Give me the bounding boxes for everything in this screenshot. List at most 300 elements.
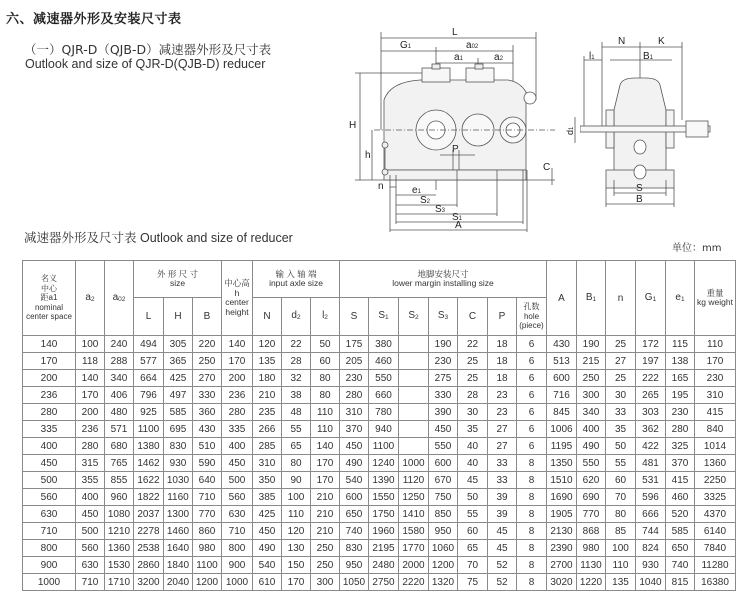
subtitle-english: Outlook and size of QJR-D(QJB-D) reducer xyxy=(25,57,266,71)
cell-P: 33 xyxy=(488,472,517,489)
dim-label-S: S xyxy=(636,183,643,194)
cell-a2: 170 xyxy=(76,387,105,404)
header-d2: $d_2$ xyxy=(282,298,311,336)
cell-C: 40 xyxy=(458,455,488,472)
header-install-group: 地脚安装尺寸 lower margin installing size xyxy=(340,261,547,298)
cell-a2: 630 xyxy=(76,557,105,574)
subtitle-chinese: （一）QJR-D（QJB-D）减速器外形及尺寸表 xyxy=(24,42,272,57)
cell-C: 70 xyxy=(458,557,488,574)
cell-n: 110 xyxy=(606,557,636,574)
dim-label-N: N xyxy=(618,36,626,47)
cell-h: 200 xyxy=(222,370,253,387)
cell-S: 950 xyxy=(340,557,369,574)
cell-P: 18 xyxy=(488,336,517,353)
table-row xyxy=(23,472,736,489)
cell-a1: 236 xyxy=(23,387,76,404)
cell-holes: 8 xyxy=(517,455,547,472)
cell-a1: 560 xyxy=(23,489,76,506)
header-L: L xyxy=(134,298,164,336)
dim-label-a1: a1 xyxy=(454,52,463,63)
cell-L: 2538 xyxy=(134,540,164,557)
cell-L: 2037 xyxy=(134,506,164,523)
cell-l2: 50 xyxy=(311,336,340,353)
dim-label-B: B xyxy=(636,194,643,205)
cell-l2: 80 xyxy=(311,370,340,387)
table-row xyxy=(23,506,736,523)
cell-S1: 1960 xyxy=(369,523,399,540)
cell-A: 3020 xyxy=(547,574,577,591)
cell-holes: 8 xyxy=(517,574,547,591)
cell-weight: 310 xyxy=(695,387,736,404)
cell-P: 27 xyxy=(488,438,517,455)
cell-a02: 480 xyxy=(105,404,134,421)
cell-N: 310 xyxy=(253,455,282,472)
cell-e1: 815 xyxy=(666,574,695,591)
cell-l2: 210 xyxy=(311,523,340,540)
cell-d2: 28 xyxy=(282,353,311,370)
cell-weight: 230 xyxy=(695,370,736,387)
cell-L: 1462 xyxy=(134,455,164,472)
dim-label-K: K xyxy=(658,36,665,47)
cell-h: 140 xyxy=(222,336,253,353)
cell-n: 55 xyxy=(606,455,636,472)
cell-B1: 215 xyxy=(577,353,606,370)
reducer-dimension-table xyxy=(22,260,736,591)
cell-N: 235 xyxy=(253,404,282,421)
cell-S2: 1580 xyxy=(399,523,429,540)
table-row xyxy=(23,523,736,540)
cell-B1: 1130 xyxy=(577,557,606,574)
cell-G1: 1040 xyxy=(636,574,666,591)
cell-N: 385 xyxy=(253,489,282,506)
cell-N: 540 xyxy=(253,557,282,574)
cell-h: 800 xyxy=(222,540,253,557)
cell-h: 170 xyxy=(222,353,253,370)
cell-N: 120 xyxy=(253,336,282,353)
cell-S: 1050 xyxy=(340,574,369,591)
cell-S: 490 xyxy=(340,455,369,472)
dim-label-a02: a02 xyxy=(466,40,479,51)
cell-l2: 210 xyxy=(311,506,340,523)
cell-weight: 3325 xyxy=(695,489,736,506)
table-row xyxy=(23,489,736,506)
cell-B: 330 xyxy=(193,387,222,404)
cell-a2: 315 xyxy=(76,455,105,472)
cell-e1: 138 xyxy=(666,353,695,370)
cell-G1: 362 xyxy=(636,421,666,438)
cell-B: 510 xyxy=(193,438,222,455)
svg-text:d1: d1 xyxy=(565,126,575,135)
reducer-front-view-diagram xyxy=(340,20,565,235)
cell-a02: 1360 xyxy=(105,540,134,557)
cell-P: 33 xyxy=(488,455,517,472)
header-S3: $S_3$ xyxy=(429,298,458,336)
cell-H: 365 xyxy=(164,353,193,370)
cell-B1: 340 xyxy=(577,404,606,421)
cell-a02: 1530 xyxy=(105,557,134,574)
cell-B: 640 xyxy=(193,472,222,489)
header-size-group: 外 形 尺 寸 size xyxy=(134,261,222,298)
cell-A: 2390 xyxy=(547,540,577,557)
cell-S2 xyxy=(399,353,429,370)
cell-e1: 520 xyxy=(666,506,695,523)
dim-label-C: C xyxy=(543,162,551,173)
cell-S2: 2000 xyxy=(399,557,429,574)
cell-B1: 770 xyxy=(577,506,606,523)
cell-l2: 60 xyxy=(311,353,340,370)
cell-S2: 2220 xyxy=(399,574,429,591)
cell-H: 1640 xyxy=(164,540,193,557)
cell-B: 1200 xyxy=(193,574,222,591)
cell-a02: 1710 xyxy=(105,574,134,591)
cell-S2: 1120 xyxy=(399,472,429,489)
cell-A: 1510 xyxy=(547,472,577,489)
cell-P: 39 xyxy=(488,489,517,506)
cell-holes: 6 xyxy=(517,404,547,421)
header-H: H xyxy=(164,298,193,336)
cell-S2 xyxy=(399,421,429,438)
cell-S3: 750 xyxy=(429,489,458,506)
cell-H: 1460 xyxy=(164,523,193,540)
dim-label-B1: B1 xyxy=(643,51,654,62)
cell-L: 494 xyxy=(134,336,164,353)
cell-S1: 660 xyxy=(369,387,399,404)
cell-l2: 300 xyxy=(311,574,340,591)
table-row xyxy=(23,455,736,472)
cell-L: 577 xyxy=(134,353,164,370)
cell-B: 860 xyxy=(193,523,222,540)
cell-a1: 900 xyxy=(23,557,76,574)
cell-G1: 666 xyxy=(636,506,666,523)
cell-H: 695 xyxy=(164,421,193,438)
cell-h: 1000 xyxy=(222,574,253,591)
cell-A: 430 xyxy=(547,336,577,353)
table-row xyxy=(23,574,736,591)
cell-B1: 690 xyxy=(577,489,606,506)
cell-weight: 6140 xyxy=(695,523,736,540)
cell-n: 25 xyxy=(606,336,636,353)
cell-H: 1840 xyxy=(164,557,193,574)
cell-S3: 190 xyxy=(429,336,458,353)
cell-h: 500 xyxy=(222,472,253,489)
cell-l2: 250 xyxy=(311,557,340,574)
cell-G1: 422 xyxy=(636,438,666,455)
cell-a02: 340 xyxy=(105,370,134,387)
cell-a2: 236 xyxy=(76,421,105,438)
cell-B1: 400 xyxy=(577,421,606,438)
cell-A: 1690 xyxy=(547,489,577,506)
cell-L: 2860 xyxy=(134,557,164,574)
cell-e1: 230 xyxy=(666,404,695,421)
header-A: A xyxy=(547,261,577,336)
cell-S1: 1240 xyxy=(369,455,399,472)
cell-C: 55 xyxy=(458,506,488,523)
cell-a02: 1210 xyxy=(105,523,134,540)
cell-B: 270 xyxy=(193,370,222,387)
cell-weight: 2250 xyxy=(695,472,736,489)
header-e1: $e_1$ xyxy=(666,261,695,336)
cell-S: 230 xyxy=(340,370,369,387)
header-a2: $a_2$ xyxy=(76,261,105,336)
cell-holes: 8 xyxy=(517,506,547,523)
cell-P: 23 xyxy=(488,404,517,421)
dim-label-n: n xyxy=(378,181,384,192)
cell-weight: 16380 xyxy=(695,574,736,591)
cell-a1: 335 xyxy=(23,421,76,438)
section-title: 六、减速器外形及安装尺寸表 xyxy=(6,12,182,27)
cell-S3: 1200 xyxy=(429,557,458,574)
cell-B: 360 xyxy=(193,404,222,421)
cell-e1: 195 xyxy=(666,387,695,404)
cell-B1: 550 xyxy=(577,455,606,472)
cell-S2: 1770 xyxy=(399,540,429,557)
cell-L: 1380 xyxy=(134,438,164,455)
cell-h: 450 xyxy=(222,455,253,472)
cell-C: 50 xyxy=(458,489,488,506)
cell-C: 35 xyxy=(458,421,488,438)
reducer-side-view-diagram xyxy=(580,30,730,210)
cell-d2: 150 xyxy=(282,557,311,574)
cell-B1: 980 xyxy=(577,540,606,557)
cell-a2: 560 xyxy=(76,540,105,557)
cell-H: 425 xyxy=(164,370,193,387)
cell-l2: 110 xyxy=(311,404,340,421)
cell-d2: 170 xyxy=(282,574,311,591)
cell-holes: 8 xyxy=(517,523,547,540)
cell-d2: 38 xyxy=(282,387,311,404)
cell-S3: 1060 xyxy=(429,540,458,557)
cell-S: 540 xyxy=(340,472,369,489)
cell-A: 1350 xyxy=(547,455,577,472)
cell-a2: 500 xyxy=(76,523,105,540)
header-weight: 重量 kg weight xyxy=(695,261,736,336)
header-S: S xyxy=(340,298,369,336)
cell-H: 2040 xyxy=(164,574,193,591)
cell-P: 45 xyxy=(488,540,517,557)
cell-C: 40 xyxy=(458,438,488,455)
cell-d2: 100 xyxy=(282,489,311,506)
cell-a1: 140 xyxy=(23,336,76,353)
table-body xyxy=(23,336,736,591)
cell-S: 310 xyxy=(340,404,369,421)
cell-C: 75 xyxy=(458,574,488,591)
cell-S1: 380 xyxy=(369,336,399,353)
dim-label-S2: S2 xyxy=(420,195,431,206)
header-P: P xyxy=(488,298,517,336)
cell-a2: 400 xyxy=(76,489,105,506)
cell-L: 1100 xyxy=(134,421,164,438)
header-center-height: 中心高 h center height xyxy=(222,261,253,336)
cell-S2 xyxy=(399,438,429,455)
cell-d2: 80 xyxy=(282,455,311,472)
cell-B: 250 xyxy=(193,353,222,370)
cell-P: 18 xyxy=(488,370,517,387)
cell-weight: 110 xyxy=(695,336,736,353)
cell-S: 370 xyxy=(340,421,369,438)
cell-d2: 48 xyxy=(282,404,311,421)
cell-S1: 550 xyxy=(369,370,399,387)
table-row xyxy=(23,540,736,557)
cell-B: 590 xyxy=(193,455,222,472)
cell-weight: 7840 xyxy=(695,540,736,557)
cell-P: 27 xyxy=(488,421,517,438)
cell-weight: 1360 xyxy=(695,455,736,472)
cell-B: 710 xyxy=(193,489,222,506)
cell-B: 430 xyxy=(193,421,222,438)
cell-P: 52 xyxy=(488,557,517,574)
cell-B1: 620 xyxy=(577,472,606,489)
cell-h: 900 xyxy=(222,557,253,574)
cell-H: 930 xyxy=(164,455,193,472)
dim-label-d1-mark xyxy=(565,115,585,145)
cell-a1: 400 xyxy=(23,438,76,455)
cell-a1: 800 xyxy=(23,540,76,557)
cell-S1: 460 xyxy=(369,353,399,370)
cell-weight: 170 xyxy=(695,353,736,370)
cell-N: 180 xyxy=(253,370,282,387)
cell-B: 980 xyxy=(193,540,222,557)
cell-a02: 855 xyxy=(105,472,134,489)
cell-S3: 330 xyxy=(429,387,458,404)
cell-A: 1195 xyxy=(547,438,577,455)
cell-h: 236 xyxy=(222,387,253,404)
cell-a2: 355 xyxy=(76,472,105,489)
cell-n: 27 xyxy=(606,353,636,370)
dim-label-S1: S1 xyxy=(452,212,463,223)
header-N: N xyxy=(253,298,282,336)
table-row xyxy=(23,557,736,574)
cell-H: 830 xyxy=(164,438,193,455)
cell-P: 39 xyxy=(488,506,517,523)
cell-d2: 110 xyxy=(282,506,311,523)
cell-n: 70 xyxy=(606,489,636,506)
cell-G1: 481 xyxy=(636,455,666,472)
cell-A: 2130 xyxy=(547,523,577,540)
cell-holes: 6 xyxy=(517,353,547,370)
cell-A: 845 xyxy=(547,404,577,421)
cell-l2: 140 xyxy=(311,438,340,455)
cell-a2: 450 xyxy=(76,506,105,523)
cell-n: 100 xyxy=(606,540,636,557)
cell-S: 175 xyxy=(340,336,369,353)
cell-holes: 8 xyxy=(517,472,547,489)
dim-label-G1: G1 xyxy=(400,40,412,51)
cell-n: 80 xyxy=(606,506,636,523)
cell-S3: 850 xyxy=(429,506,458,523)
cell-S: 650 xyxy=(340,506,369,523)
cell-B1: 1220 xyxy=(577,574,606,591)
cell-C: 25 xyxy=(458,370,488,387)
cell-S: 205 xyxy=(340,353,369,370)
cell-weight: 1014 xyxy=(695,438,736,455)
cell-A: 600 xyxy=(547,370,577,387)
cell-a02: 680 xyxy=(105,438,134,455)
cell-h: 560 xyxy=(222,489,253,506)
cell-S2 xyxy=(399,336,429,353)
cell-n: 85 xyxy=(606,523,636,540)
cell-n: 33 xyxy=(606,404,636,421)
cell-S2 xyxy=(399,404,429,421)
cell-N: 490 xyxy=(253,540,282,557)
cell-G1: 197 xyxy=(636,353,666,370)
cell-B1: 868 xyxy=(577,523,606,540)
dim-label-e1: e1 xyxy=(412,185,421,196)
cell-S1: 940 xyxy=(369,421,399,438)
cell-n: 60 xyxy=(606,472,636,489)
cell-S: 740 xyxy=(340,523,369,540)
cell-L: 1622 xyxy=(134,472,164,489)
cell-N: 450 xyxy=(253,523,282,540)
cell-S: 600 xyxy=(340,489,369,506)
cell-H: 585 xyxy=(164,404,193,421)
cell-G1: 303 xyxy=(636,404,666,421)
cell-N: 210 xyxy=(253,387,282,404)
table-caption: 减速器外形及尺寸表 Outlook and size of reducer xyxy=(24,231,293,245)
cell-n: 50 xyxy=(606,438,636,455)
cell-d2: 32 xyxy=(282,370,311,387)
cell-G1: 596 xyxy=(636,489,666,506)
cell-S1: 2195 xyxy=(369,540,399,557)
cell-e1: 165 xyxy=(666,370,695,387)
cell-S2 xyxy=(399,370,429,387)
cell-S1: 780 xyxy=(369,404,399,421)
table-row xyxy=(23,370,736,387)
cell-S1: 1100 xyxy=(369,438,399,455)
header-S2: $S_2$ xyxy=(399,298,429,336)
header-l2: $l_2$ xyxy=(311,298,340,336)
cell-A: 2700 xyxy=(547,557,577,574)
cell-n: 30 xyxy=(606,387,636,404)
cell-N: 610 xyxy=(253,574,282,591)
cell-P: 52 xyxy=(488,574,517,591)
cell-l2: 170 xyxy=(311,455,340,472)
cell-C: 65 xyxy=(458,540,488,557)
cell-L: 925 xyxy=(134,404,164,421)
cell-a02: 406 xyxy=(105,387,134,404)
unit-label: 单位：mm xyxy=(672,243,722,254)
cell-S2: 1250 xyxy=(399,489,429,506)
table-row xyxy=(23,336,736,353)
header-a02: $a_{02}$ xyxy=(105,261,134,336)
cell-A: 1905 xyxy=(547,506,577,523)
dim-label-H: H xyxy=(349,120,357,131)
cell-S: 830 xyxy=(340,540,369,557)
cell-S2: 1410 xyxy=(399,506,429,523)
cell-holes: 6 xyxy=(517,421,547,438)
cell-e1: 280 xyxy=(666,421,695,438)
cell-d2: 22 xyxy=(282,336,311,353)
cell-C: 25 xyxy=(458,353,488,370)
cell-B1: 300 xyxy=(577,387,606,404)
cell-holes: 8 xyxy=(517,557,547,574)
cell-h: 335 xyxy=(222,421,253,438)
cell-l2: 210 xyxy=(311,489,340,506)
cell-S3: 550 xyxy=(429,438,458,455)
cell-l2: 80 xyxy=(311,387,340,404)
cell-d2: 55 xyxy=(282,421,311,438)
cell-a2: 710 xyxy=(76,574,105,591)
cell-weight: 4370 xyxy=(695,506,736,523)
table-row xyxy=(23,387,736,404)
dim-label-P: P xyxy=(452,144,459,155)
dim-label-a2: a2 xyxy=(494,52,503,63)
table-row xyxy=(23,404,736,421)
cell-P: 45 xyxy=(488,523,517,540)
table-row xyxy=(23,438,736,455)
cell-l2: 250 xyxy=(311,540,340,557)
cell-holes: 8 xyxy=(517,489,547,506)
dim-label-L: L xyxy=(452,27,458,38)
